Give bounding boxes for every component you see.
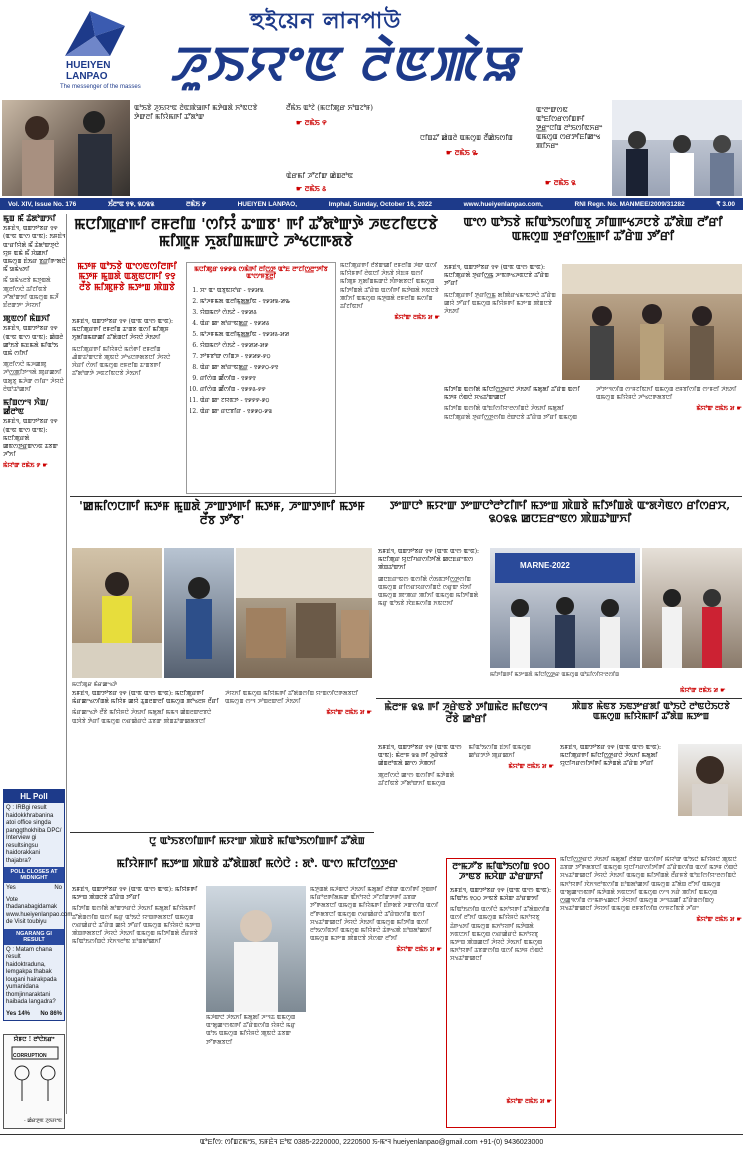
brief-1-body: ꯏꯝꯐꯥꯜ, ꯑꯛꯇꯣꯕꯔ ꯱꯵ (ꯑꯦꯟ ꯑꯦꯁ ꯑꯦꯟ): ꯏꯝꯐꯥꯜ ꯑꯦꯔꯤꯌꯥꯗꯥ ꯃꯩ ꯊꯥꯗꯣꯛꯇꯨꯅꯥ ꯌꯨꯝ ꯑꯃꯥ ꯃꯩ ꯆꯥꯀꯈꯤ ꯑꯃꯁꯨꯡ ꯐꯥꯏꯔ ꯕ꯭ꯔꯤꯒꯦꯗꯅꯥ ꯃꯩ ꯎꯃꯥꯠꯈꯤ [3, 225, 66, 274]
story-4-body [378, 548, 488, 696]
story-3-caption: ꯃꯅꯤꯄꯨꯔ ꯃꯥꯔꯀꯦꯠꯇꯥ [72, 682, 118, 688]
story-7-headline-box [72, 836, 442, 856]
story-6-body-lower [560, 856, 742, 1128]
story-4-body-filler: ꯀꯅꯐꯔꯦꯟꯁ ꯑꯁꯤꯗꯥ ꯁꯥꯏꯟꯇꯤꯁ꯭ꯇꯁꯤꯡ ꯑꯃꯁꯨꯡ ꯔꯤꯁꯔꯆꯔꯁꯤꯡꯅꯥ ꯁꯔꯨꯛ ꯌꯥꯈꯤ ꯑꯃꯁꯨꯡ ꯄꯦꯄꯔ ꯄꯤꯈꯤ ꯑꯃꯁꯨꯡ ꯃꯤꯇꯤꯡꯗꯥ ꯃꯔꯨ ꯑꯣꯏꯕꯥ ꯋꯥꯐꯃꯁꯤꯡ ꯈꯟꯅꯈꯤ [378, 575, 479, 608]
story-4-headline-box [378, 500, 742, 546]
logo-tagline: The messenger of the masses [60, 84, 141, 90]
divider-3 [70, 832, 374, 833]
story-6-photo [678, 744, 742, 816]
story-8-headline[interactable]: ꯂꯦꯃꯍꯧꯕ ꯃꯤꯑꯣꯏꯁꯤꯡ ꯱꯰꯰ ꯍꯦꯟꯕ ꯃꯆꯥꯛ ꯊꯣꯔꯛꯈꯤ [452, 862, 550, 883]
story-8-more[interactable]: ꯃꯥꯌꯣꯛ ꯂꯃꯥꯏ ꯷ ☛ [506, 1097, 552, 1105]
teaser-3-title: ꯑꯥꯔꯃꯤ ꯍꯧꯖꯤꯛ ꯀꯥꯡꯂꯣꯟ [286, 172, 354, 180]
story-6-body-text: ꯏꯝꯐꯥꯜ, ꯑꯛꯇꯣꯕꯔ ꯱꯵ (ꯑꯦꯟ ꯑꯦꯁ ꯑꯦꯟ): ꯃꯅꯤꯄꯨꯔꯒꯤ ꯃꯤꯅꯤꯁ꯭ꯇꯔꯅꯥ ꯍꯥꯏꯈꯤ ꯃꯗꯨꯗꯤ ꯌꯨꯅꯤꯚꯔꯁꯤꯇꯤꯒꯤ ꯃꯇꯥꯡꯗꯥ ꯊꯧꯔꯥꯡ ꯇꯧꯔꯤ [560, 744, 662, 768]
story-4-photo-banner: MARNE-2022 [520, 561, 570, 570]
story-2-headline-box [444, 216, 742, 260]
poll-no[interactable]: No [54, 885, 62, 891]
dignitaries-photo-icon [642, 548, 742, 668]
poll-result-title: NGARANG GI RESULT [4, 929, 64, 945]
story-3-photo-2 [164, 548, 234, 678]
story-1-list-item: 7. ꯇꯣꯝꯕꯣꯛ ꯁꯤꯡꯍ - ꯱꯹꯷꯹-꯸꯰ [200, 351, 332, 362]
info-bar [0, 198, 743, 210]
story-6-body [560, 744, 676, 854]
story-4-more[interactable]: ꯃꯥꯌꯣꯛ ꯂꯃꯥꯏ ꯷ ☛ [680, 687, 726, 694]
story-1-col3-text: ꯃꯅꯤꯄꯨꯔꯒꯤ ꯂꯩꯕꯥꯛꯀꯤ ꯂꯝꯂꯤꯡ ꯍꯥꯛ ꯑꯁꯤ ꯃꯤꯌꯥꯝꯒꯤ ꯂꯥꯟꯅꯤ ꯍꯥꯏꯕꯥ ꯋꯥꯐꯝ ꯑꯁꯤ ꯃꯤꯄꯨꯝ ꯈꯨꯗꯤꯡꯃꯛꯅꯥ ꯈꯪꯒꯗꯕꯅꯤ ꯑꯃꯁꯨꯡ ꯃꯤꯇꯤꯡꯗꯥ ꯊꯧꯔꯥꯡ ꯑꯁꯤꯒꯤ ꯃꯇꯥꯡꯗꯥ ꯈꯟꯅꯕꯥ ꯄꯤꯈꯤ ꯑꯃꯁꯨꯡ ꯃꯇꯨꯡꯗꯥ ꯂꯝꯂꯤꯡ ꯃꯁꯤꯡ ꯊꯤꯖꯤꯟꯈꯤ [340, 262, 439, 311]
poll-yes-result: Yes 14% [6, 1010, 31, 1017]
logo-line1: HUEIYEN [66, 60, 111, 71]
story-6-more[interactable]: ꯃꯥꯌꯣꯛ ꯂꯃꯥꯏ ꯷ ☛ [696, 916, 742, 924]
top-right-page[interactable]: ☛ ꯂꯃꯥꯏ ꯲ [545, 178, 576, 187]
story-1-list-item: 3. ꯌꯥꯡꯃꯁꯣ ꯁꯥꯏꯖꯥ - ꯱꯹꯷꯴ [200, 307, 332, 318]
brief-2-body-filler: ꯄꯨꯂꯤꯁꯅꯥ ꯃꯍꯀꯄꯨ ꯍꯣꯁ꯭ꯄꯤꯇꯦꯜꯗꯥ ꯄꯨꯔꯀꯈꯤ ꯑꯗꯨꯕꯨ ꯃꯍꯥꯛ ꯁꯤꯔꯦ ꯍꯥꯌꯅꯥ ꯂꯥꯑꯣꯊꯣꯀꯈꯤ [3, 361, 64, 393]
story-7-body-right [310, 886, 442, 1130]
story-4-headline[interactable]: ꯇꯦꯛꯅꯣ ꯃꯌꯦꯛ ꯇꯦꯛꯅꯣꯂꯣꯖꯤꯒꯤ ꯃꯇꯦꯡ ꯄꯥꯡꯕꯥ ꯃꯤꯇꯤꯡꯗꯥ ꯑꯦꯗꯚꯥꯟꯁ ꯔꯤꯁꯔꯆ, ꯲꯰꯲꯲ ꯀꯅꯐꯔꯦꯟꯁ ꯄꯥꯡꯊꯣꯛꯈꯤ [389, 499, 731, 525]
story-2-body-filler: ꯃꯅꯤꯄꯨꯔꯒꯤ ꯇꯨꯔꯤꯁ꯭ꯃ ꯗꯤꯄꯥꯔꯠꯃꯦꯟꯇꯅꯥ ꯊꯧꯔꯥꯡ ꯀꯌꯥ ꯇꯧꯔꯤ ꯑꯃꯁꯨꯡ ꯃꯤꯌꯥꯝꯒꯤ ꯃꯇꯦꯡ ꯄꯥꯡꯅꯕꯥ ꯍꯥꯏꯈꯤ [444, 291, 556, 316]
story-3-body-text: ꯏꯝꯐꯥꯜ, ꯑꯛꯇꯣꯕꯔ ꯱꯵ (ꯑꯦꯟ ꯑꯦꯁ ꯑꯦꯟ): ꯃꯅꯤꯄꯨꯔꯒꯤ ꯃꯥꯔꯀꯦꯠꯁꯤꯡꯗꯥ ꯃꯤꯌꯥꯝ ꯀꯌꯥ ꯊꯨꯡꯂꯛꯂꯤ ꯑꯃꯁꯨꯡ ꯄꯣꯠꯂꯝ ꯂꯩꯔꯤ [72, 690, 219, 706]
top-left-teaser: ꯑꯣꯏꯕꯥ ꯍꯨꯏꯌꯦꯟ ꯂꯥꯟꯄꯥꯎꯒꯤ ꯃꯇꯥꯡꯗꯥ ꯈꯣꯟꯅꯕꯥ ꯇꯥꯛꯂꯤ ꯃꯤꯌꯥꯃꯒꯤ ꯊꯧꯗꯣꯛ [134, 104, 258, 121]
story-2-headline[interactable]: ꯑꯦꯁ ꯑꯣꯏꯕꯥ ꯃꯤꯑꯣꯏꯁꯤꯡꯕꯨ ꯍꯤꯡꯒꯠꯍꯅꯕꯥ ꯊꯧꯗꯥꯡ ꯂꯧꯔꯤ ꯑꯃꯁꯨꯡ ꯇꯨꯔꯤꯁ꯭ꯃꯒꯤ ꯊꯧꯔꯥꯡ ꯇꯧꯔꯤ [463, 215, 723, 243]
ceremony-photo-icon [612, 100, 742, 196]
story-1-list-item: 8. ꯑꯥꯔ ꯀꯦ ꯗꯣꯔꯦꯟꯗ꯭ꯔ - ꯱꯹꯸꯰-꯸꯱ [200, 362, 332, 373]
title-meetei: ꯍꯨꯏꯌꯦꯟ ꯂꯥꯟꯄꯥꯎ [170, 36, 519, 92]
story-1-body-text: ꯏꯝꯐꯥꯜ, ꯑꯛꯇꯣꯕꯔ ꯱꯵ (ꯑꯦꯟ ꯑꯦꯁ ꯑꯦꯟ): ꯃꯅꯤꯄꯨꯔꯒꯤ ꯂꯝꯂꯤꯡ ꯊꯦꯡꯕ ꯑꯁꯤ ꯃꯤꯄꯨꯝ ꯈꯨꯗꯤꯡꯃꯛꯀꯤ ꯊꯧꯗꯥꯡꯅꯤ ꯍꯥꯌꯅꯥ ꯍꯥꯏꯈꯤ [72, 318, 174, 342]
story-7-headline2-box [72, 858, 442, 882]
story-1-subhead: ꯃꯇꯝ ꯑꯣꯏꯕꯥ ꯑꯦꯁꯟꯁꯤꯂꯒꯤ ꯃꯇꯝ ꯃꯨꯡꯗꯥ ꯑꯗꯨꯟꯅꯒꯤ ꯱꯱ ꯂꯩꯕꯥ ꯃꯤꯄꯨꯝꯕꯥ ꯃꯇꯦꯡ ꯄꯥꯡꯕꯥ [77, 262, 177, 293]
top-right-photo [612, 100, 742, 196]
story-1-list-item: 5. ꯃꯣꯍꯝꯃꯗ ꯑꯂꯤꯃꯨꯗ꯭ꯗꯤꯟ - ꯱꯹꯷꯴-꯷꯷ [200, 329, 332, 340]
story-1-body-filler: ꯃꯅꯤꯄꯨꯔꯒꯤ ꯃꯤꯌꯥꯝꯅꯥ ꯃꯁꯥꯒꯤ ꯂꯝꯂꯤꯡ ꯉꯥꯛꯊꯣꯛꯅꯕꯥ ꯄꯨꯟꯅꯥ ꯍꯣꯠꯅꯒꯗꯕꯅꯤ ꯍꯥꯌꯅꯥ ꯋꯥꯔꯤ ꯁꯥꯈꯤ ꯑꯃꯁꯨꯡ ꯂꯝꯂꯤꯡ ꯊꯦꯡꯕꯒꯤ ꯊꯧꯗꯣꯛꯇꯥ ꯍꯟꯖꯤꯟꯅꯕꯥ ꯍꯥꯏꯈꯤ [72, 345, 171, 378]
story-5-headline-box [378, 702, 554, 742]
story-2-photo [562, 264, 742, 380]
teaser-1-title: ꯂꯩꯃꯥꯏ ꯑꯣꯖꯥ (ꯃꯅꯤꯄꯨꯔ ꯈꯣꯡꯖꯣꯝ) [286, 104, 373, 112]
cartoon-sign: CORRUPTION [13, 1053, 47, 1059]
story-3-photo-1 [72, 548, 162, 678]
story-8-body [450, 887, 552, 1097]
people-photo-icon [2, 100, 130, 196]
poll-options [4, 883, 64, 895]
story-7-headline[interactable]: ꯅꯨ ꯑꯣꯏꯕꯁꯤꯡꯒꯤ ꯃꯌꯦꯛ ꯄꯥꯡꯕꯥ ꯃꯤꯑꯣꯏꯁꯤꯡꯒꯤ ꯊꯧꯗꯥꯡ [149, 836, 365, 847]
brief-2-title: ꯄꯨꯟꯁꯤ ꯃꯥꯡꯈꯤ [3, 313, 50, 324]
top-right-teaser: ꯑꯦꯂꯦꯛꯁꯟ ꯑꯣꯐꯤꯁꯔꯁꯤꯡꯒꯤ ꯇ꯭ꯔꯦꯅꯤꯡ ꯂꯣꯏꯁꯤꯟꯈꯔꯦ ꯑꯃꯁꯨꯡ ꯁꯔꯇꯤꯐꯤꯀꯦꯠ ꯄꯤꯈꯔꯦ [536, 106, 603, 150]
teaser-2-title: ꯅꯤꯡꯊꯧ ꯀꯥꯡꯂꯥ ꯑꯃꯁꯨꯡ ꯂꯩꯀꯥꯏꯁꯤꯡ [420, 134, 513, 142]
logo-line2: LANPAO [66, 71, 108, 82]
story-1-col3 [340, 262, 440, 494]
vendor-photo-icon [164, 548, 234, 678]
stalls-photo-icon [236, 548, 372, 678]
story-7-body-filler: ꯃꯤꯇꯤꯡ ꯑꯁꯤꯗꯥ ꯗꯣꯛꯇꯔꯅꯥ ꯍꯥꯏꯈꯤ ꯃꯗꯨꯗꯤ ꯃꯤꯌꯥꯃꯒꯤ ꯊꯧꯗꯥꯡꯁꯤꯡ ꯑꯁꯤ ꯃꯔꯨ ꯑꯣꯏꯅꯥ ꯌꯦꯡꯒꯗꯕꯅꯤ ꯑꯃꯁꯨꯡ ꯁꯔꯀꯥꯔꯅꯥ ꯊꯧꯔꯥꯡ ꯀꯌꯥ ꯇꯧꯔꯤ ꯑꯃꯁꯨꯡ ꯃꯤꯌꯥꯝꯅꯥ ꯃꯇꯦꯡ ꯄꯥꯡꯒꯗꯕꯅꯤ ꯍꯥꯌꯅꯥ ꯍꯥꯏꯈꯤ ꯑꯃꯁꯨꯡ ꯃꯤꯇꯤꯡꯗꯥ ꯂꯩꯔꯝꯕꯥ ꯃꯤꯑꯣꯏꯁꯤꯡꯅꯥ ꯋꯥꯈꯜꯂꯣꯟ ꯐꯣꯡꯗꯣꯀꯈꯤ [72, 905, 201, 946]
hl-poll [3, 789, 73, 1021]
story-6-headline[interactable]: ꯄꯥꯡꯕ ꯃꯥꯟꯕ ꯏꯟꯇꯦꯔꯗꯤ ꯑꯣꯏꯅꯥ ꯂꯣꯟꯅꯥꯏꯅꯕꯥ ꯑꯃꯁꯨꯡ ꯃꯤꯌꯥꯃꯒꯤ ꯊꯧꯗꯥꯡ ꯃꯇꯦꯡ [572, 702, 730, 723]
story-7-mid-filler: ꯃꯍꯥꯛꯅꯥ ꯍꯥꯏꯈꯤ ꯃꯗꯨꯗꯤ ꯍꯦꯜꯊ ꯑꯃꯁꯨꯡ ꯑꯦꯗꯨꯀꯦꯁꯟꯒꯤ ꯊꯧꯔꯥꯡꯁꯤꯡ ꯌꯥꯝꯅꯥ ꯃꯔꯨ ꯑꯣꯏ ꯑꯃꯁꯨꯡ ꯃꯤꯌꯥꯝꯅꯥ ꯄꯨꯟꯅꯥ ꯊꯕꯛ ꯇꯧꯒꯗꯕꯅꯤ [206, 1014, 296, 1046]
poll-question: Q : IRBgi result haidokkhrabanina atoi office singda panggthokhiba DPC/ Interview gi resultsingsu haidorakkani thajabra? [6, 805, 62, 864]
poll-title: HL Poll [4, 790, 64, 803]
story-4-body-text: ꯏꯝꯐꯥꯜ, ꯑꯛꯇꯣꯕꯔ ꯱꯵ (ꯑꯦꯟ ꯑꯦꯁ ꯑꯦꯟ): ꯃꯅꯤꯄꯨꯔ ꯌꯨꯅꯤꯚꯔꯁꯤꯇꯤꯗꯥ ꯀꯅꯐꯔꯦꯟꯁ ꯄꯥꯡꯊꯣꯛꯈꯤ [378, 548, 480, 572]
story-1-list-title: ꯃꯅꯤꯄꯨꯔ ꯱꯹꯹꯲ ꯁꯃꯥꯒꯤ ꯂꯤꯁ꯭ꯇ ꯑꯣꯐ ꯂꯦꯖꯤꯁ꯭ꯂꯦꯇꯤꯕ ꯑꯦꯁꯦꯝꯕ꯭ꯂꯤ [194, 265, 328, 281]
poll-closes: POLL CLOSES AT MIDNIGHT [4, 867, 64, 883]
meeting-photo-icon [562, 264, 742, 380]
cartoon-box [3, 1034, 65, 1129]
brief-1-body-filler: ꯃꯩ ꯎꯃꯥꯠꯂꯕꯥ ꯃꯇꯨꯡꯗꯥ ꯄꯨꯂꯤꯁꯅꯥ ꯊꯤꯖꯤꯟꯕꯥ ꯍꯧꯗꯣꯛꯈꯤ ꯑꯃꯁꯨꯡ ꯃꯍꯩ ꯐꯪꯂꯛꯇꯦ ꯍꯥꯌꯈꯤ [3, 277, 59, 310]
story-6-lower-filler: ꯃꯤꯅꯤꯁ꯭ꯇꯔꯅꯥ ꯍꯥꯏꯈꯤ ꯃꯗꯨꯗꯤ ꯂꯩꯕꯥꯛ ꯑꯁꯤꯒꯤ ꯃꯥꯌꯣꯛ ꯑꯣꯏꯅꯥ ꯃꯤꯌꯥꯝꯅꯥ ꯄꯨꯟꯅꯥ ꯊꯕꯛ ꯇꯧꯒꯗꯕꯅꯤ ꯑꯃꯁꯨꯡ ꯌꯨꯅꯤꯚꯔꯁꯤꯇꯤꯒꯤ ꯊꯧꯔꯥꯡꯁꯤꯡ ꯑꯁꯤ ꯃꯇꯝ ꯁꯥꯡꯅꯥ ꯆꯠꯊꯣꯛꯀꯅꯤ ꯍꯥꯌꯅꯥ ꯍꯥꯏꯈꯤ ꯑꯃꯁꯨꯡ ꯃꯤꯇꯤꯡꯗꯥ ꯂꯩꯔꯝꯕꯥ ꯑꯣꯐꯤꯁꯤꯌꯦꯂꯁꯤꯡꯅꯥ ꯃꯈꯣꯌꯒꯤ ꯋꯥꯈꯜꯂꯣꯟꯁꯤꯡ ꯐꯣꯡꯗꯣꯀꯈꯤ ꯑꯃꯁꯨꯡ ꯊꯧꯗꯥꯡ ꯂꯧꯈꯤ ꯑꯃꯁꯨꯡ ꯑꯦꯗꯨꯀꯦꯁꯟꯒꯤ ꯃꯇꯥꯡꯗꯥ ꯈꯟꯅꯈꯤ ꯑꯃꯁꯨꯡ ꯁꯦꯜ ꯈꯔꯥ ꯄꯤꯈꯤ ꯑꯃꯁꯨꯡ ꯁ꯭ꯀꯨꯜꯁꯤꯡ ꯁꯦꯃꯒꯠꯀꯅꯤ ꯍꯥꯌꯈꯤ ꯑꯃꯁꯨꯡ ꯍꯦꯜꯊꯀꯤ ꯊꯧꯔꯥꯡꯁꯤꯡꯁꯨ ꯆꯠꯊꯣꯛꯀꯅꯤ ꯍꯥꯌꯈꯤ ꯑꯃꯁꯨꯡ ꯂꯝꯕꯤꯁꯤꯡ ꯁꯦꯝꯖꯤꯟꯕꯥ ꯍꯧꯔꯦ [560, 856, 738, 913]
story-7-right-filler: ꯃꯇꯨꯡꯗꯥ ꯃꯍꯥꯛꯅꯥ ꯍꯥꯏꯈꯤ ꯃꯗꯨꯗꯤ ꯂꯩꯕꯥꯛ ꯑꯁꯤꯒꯤ ꯇꯨꯡꯒꯤ ꯃꯤꯔꯣꯂꯒꯤꯗꯃꯛ ꯑꯩꯈꯣꯌꯅꯥ ꯍꯧꯖꯤꯛꯇꯒꯤ ꯊꯕꯛ ꯇꯧꯒꯗꯕꯅꯤ ꯑꯃꯁꯨꯡ ꯃꯤꯌꯥꯃꯒꯤ ꯐꯪꯒꯗꯕꯥ ꯍꯛꯁꯤꯡ ꯑꯁꯤ ꯂꯧꯒꯗꯕꯅꯤ ꯑꯃꯁꯨꯡ ꯁꯔꯀꯥꯔꯅꯥ ꯊꯧꯔꯥꯡꯁꯤꯡ ꯑꯁꯤ ꯆꯠꯊꯣꯛꯀꯅꯤ ꯍꯥꯌꯅꯥ ꯍꯥꯏꯈꯤ ꯑꯃꯁꯨꯡ ꯃꯤꯇꯤꯡ ꯑꯁꯤ ꯂꯣꯏꯁꯤꯟꯈꯤ ꯑꯃꯁꯨꯡ ꯃꯤꯌꯥꯝꯅꯥ ꯊꯥꯒꯠꯄꯥ ꯐꯣꯡꯗꯣꯀꯈꯤ ꯑꯃꯁꯨꯡ ꯃꯇꯦꯡ ꯄꯥꯡꯅꯕꯥ ꯋꯥꯁꯛ ꯂꯧꯈꯤ [310, 886, 439, 943]
story-5-body [378, 744, 554, 836]
story-3-body [72, 690, 372, 828]
brief-3-body: ꯏꯝꯐꯥꯜ, ꯑꯛꯇꯣꯕꯔ ꯱꯵ (ꯑꯦꯟ ꯑꯦꯁ ꯑꯦꯟ): ꯃꯅꯤꯄꯨꯔꯗꯥ ꯀꯟꯁꯇ꯭ꯔꯛꯁꯟ ꯊꯕꯛ ꯍꯧꯈꯤ [3, 418, 58, 459]
city-date: Imphal, Sunday, October 16, 2022 [328, 200, 432, 208]
market-photo-icon [72, 548, 162, 678]
story-3-headline-box [72, 500, 372, 544]
top-left-photo [2, 100, 130, 196]
poll-vote-text[interactable]: Vote thadanabagidamak www.hueiyenlanpao.com de Visit toubiyu [6, 896, 73, 925]
cartoon-label: ꯌꯥꯝꯅ ! ꯂꯣꯅꯥꯏꯔꯦ [13, 1036, 55, 1043]
story-3-more[interactable]: ꯃꯥꯌꯣꯛ ꯂꯃꯥꯏ ꯷ ☛ [326, 709, 372, 717]
portrait-photo-icon [678, 744, 742, 816]
poll-no-result: No 86% [40, 1010, 62, 1017]
story-1-list-item: 11. ꯑꯥꯔ ꯀꯦ ꯖꯌꯟꯇ - ꯱꯹꯸꯸-꯹꯰ [200, 395, 332, 406]
story-4-photo-2 [642, 548, 742, 668]
masthead [0, 0, 743, 98]
story-2-body-lower [444, 386, 742, 492]
story-7-headline2[interactable]: ꯃꯤꯌꯥꯝꯒꯤ ꯃꯇꯦꯡ ꯄꯥꯡꯕꯥ ꯊꯧꯗꯥꯡꯗꯤ ꯃꯁꯥꯅꯥ : ꯗꯣ. ꯑꯦꯁ ꯃꯤꯅꯤꯁ꯭ꯇꯔ [116, 857, 398, 870]
story-1-list-item: 1. ꯆꯦ ꯑꯦ ꯑꯕꯨꯟꯆꯣꯔ - ꯱꯹꯷꯲ [200, 285, 332, 296]
story-7-more[interactable]: ꯃꯥꯌꯣꯛ ꯂꯃꯥꯏ ꯷ ☛ [396, 946, 442, 954]
divider-1 [70, 496, 742, 497]
page-count: ꯂꯃꯥꯏ ꯸ [186, 200, 206, 208]
story-1-list-item: 12. ꯑꯥꯔ ꯀꯦ ꯔꯅꯕꯤꯔ - ꯱꯹꯹꯰-꯹꯲ [200, 406, 332, 417]
story-4-photo-1 [490, 548, 640, 668]
rni-number: RNI Regn. No. MANMEE/2009/31282 [574, 200, 685, 208]
poll-result-question: Q : Matam chana result haidoktraduna, lemgakpa thabak lougani hairakpada yumanidana thomjinnaraktani haibada langadra? [6, 946, 57, 1005]
title-bengali: হুইয়েন লানপাউ [250, 9, 402, 34]
website[interactable]: www.hueiyenlanpao.com, [463, 200, 543, 208]
story-1-list-item: 9. ꯔꯤꯁꯥꯡ ꯀꯩꯁꯤꯡ - ꯱꯹꯸꯱ [200, 373, 332, 384]
story-2-body2: ꯃꯤꯇꯤꯡ ꯑꯁꯤꯗꯥ ꯃꯤꯅꯤꯁ꯭ꯇꯔꯅꯥ ꯍꯥꯏꯈꯤ ꯃꯗꯨꯗꯤ ꯊꯧꯔꯥꯡ ꯑꯁꯤ ꯃꯇꯝ ꯁꯥꯡꯅꯥ ꯆꯠꯊꯣꯛꯀꯅꯤ [444, 386, 580, 402]
story-3-headline[interactable]: 'ꯀꯃꯤꯁꯅꯒꯤ ꯃꯇꯝ ꯃꯨꯡꯗꯥ ꯍꯦꯛꯇꯒꯤ ꯃꯇꯝ, ꯍꯦꯛꯇꯒꯤ ꯃꯇꯝ ꯂꯩꯕ ꯇꯧꯕ' [79, 499, 365, 527]
story-1-list-box [186, 262, 336, 494]
logo-text [66, 60, 110, 82]
teaser-1-page[interactable]: ☛ ꯂꯃꯥꯏ ꯵ [296, 118, 327, 127]
story-1-list-item: 6. ꯌꯥꯡꯃꯁꯣ ꯁꯥꯏꯖꯥ - ꯱꯹꯷꯷-꯷꯹ [200, 340, 332, 351]
paper-name: HUEIYEN LANPAO, [237, 200, 298, 208]
left-more-link[interactable]: ꯃꯥꯌꯣꯛ ꯂꯃꯥꯏ ꯸ ☛ [3, 462, 48, 470]
story-8-body-filler: ꯃꯤꯑꯣꯏꯁꯤꯡ ꯑꯁꯤꯅꯥ ꯃꯈꯣꯌꯒꯤ ꯊꯧꯗꯥꯡꯁꯤꯡ ꯑꯁꯤ ꯂꯧꯈꯤ ꯑꯃꯁꯨꯡ ꯃꯤꯌꯥꯝꯅꯥ ꯃꯈꯣꯌꯕꯨ ꯊꯥꯒꯠꯈꯤ ꯑꯃꯁꯨꯡ ꯃꯈꯣꯌꯒꯤ ꯃꯇꯥꯡꯗꯥ ꯈꯟꯅꯈꯤ ꯑꯃꯁꯨꯡ ꯁꯔꯀꯥꯔꯅꯥ ꯃꯈꯣꯌꯕꯨ ꯃꯇꯦꯡ ꯄꯥꯡꯀꯅꯤ ꯍꯥꯌꯅꯥ ꯍꯥꯏꯈꯤ ꯑꯃꯁꯨꯡ ꯃꯈꯣꯌꯒꯤ ꯊꯕꯛꯁꯤꯡ ꯑꯁꯤ ꯃꯇꯝ ꯁꯥꯡꯅꯥ ꯆꯠꯊꯣꯛꯀꯅꯤ [450, 906, 550, 963]
story-7-body-mid [206, 1014, 306, 1130]
poll-yes[interactable]: Yes [6, 885, 16, 891]
story-6-headline-box [560, 702, 742, 742]
brief-3-title: ꯃꯤꯡꯁꯦꯜ ꯈꯥꯡ/ꯀꯪꯂꯣꯟ [3, 397, 49, 417]
cartoon-credit: - ꯀꯥꯔꯇꯨꯟ ꯍꯨꯏꯌꯦꯟ [24, 1118, 62, 1124]
story-1-more[interactable]: ꯃꯥꯌꯣꯛ ꯂꯃꯥꯏ ꯷ ☛ [394, 314, 440, 322]
story-5-headline[interactable]: ꯃꯥꯂꯦꯝ ꯲꯲ ꯒꯤ ꯍꯨꯔꯥꯟꯕꯥ ꯇꯤꯡꯃꯥꯂ ꯃꯤꯟꯁꯦꯜ ꯂꯩꯕꯥ ꯀꯣꯔꯤ [384, 702, 548, 725]
speaker-photo-icon [206, 886, 306, 1012]
story-1-list-item: 10. ꯔꯤꯁꯥꯡ ꯀꯩꯁꯤꯡ - ꯱꯹꯸꯴-꯸꯸ [200, 384, 332, 395]
story-7-body-text: ꯏꯝꯐꯥꯜ, ꯑꯛꯇꯣꯕꯔ ꯱꯵ (ꯑꯦꯟ ꯑꯦꯁ ꯑꯦꯟ): ꯃꯤꯌꯥꯝꯒꯤ ꯃꯇꯦꯡ ꯄꯥꯡꯅꯕꯥ ꯊꯧꯔꯥꯡ ꯇꯧꯔꯤ [72, 886, 198, 902]
story-7-body [72, 886, 202, 1130]
story-4-caption: ꯃꯤꯇꯤꯡꯒꯤ ꯃꯇꯦꯡꯗꯥ ꯃꯤꯅꯤꯁ꯭ꯇꯔ ꯑꯃꯁꯨꯡ ꯑꯣꯐꯤꯁꯤꯌꯦꯂꯁꯤꯡ [490, 672, 619, 678]
story-1-list-item: 4. ꯑꯥꯔ ꯀꯦ ꯗꯣꯔꯦꯟꯗ꯭ꯔ - ꯱꯹꯷꯴ [200, 318, 332, 329]
left-sidebar [3, 214, 73, 1124]
teaser-3-page[interactable]: ☛ ꯂꯃꯥꯏ ꯴ [296, 184, 327, 193]
story-1-headline-box [72, 216, 440, 256]
story-1-list [190, 285, 332, 417]
local-date: ꯏꯪꯂꯦꯟ ꯱꯶, ꯲꯰꯲꯲ [107, 200, 155, 208]
story-8-body-text: ꯏꯝꯐꯥꯜ, ꯑꯛꯇꯣꯕꯔ ꯱꯵ (ꯑꯦꯟ ꯑꯦꯁ ꯑꯦꯟ): ꯃꯤꯑꯣꯏ ꯱꯰꯰ ꯍꯦꯟꯕꯥ ꯃꯆꯥꯛ ꯊꯣꯔꯛꯈꯤ [450, 886, 552, 902]
teaser-2-page[interactable]: ☛ ꯂꯃꯥꯏ ꯳ [446, 148, 479, 157]
story-5-body-filler: ꯄꯨꯂꯤꯁꯅꯥ ꯀꯦꯁ ꯑꯁꯤꯒꯤ ꯃꯇꯥꯡꯗꯥ ꯊꯤꯖꯤꯟꯕꯥ ꯍꯧꯗꯣꯛꯈꯤ ꯑꯃꯁꯨꯡ ꯃꯤꯑꯣꯏꯁꯤꯡ ꯐꯥꯈꯤ ꯑꯃꯁꯨꯡ ꯀꯣꯔꯇꯇꯥ ꯄꯨꯔꯀꯈꯤ [378, 744, 531, 787]
story-2-body [444, 264, 559, 384]
story-5-body-text: ꯏꯝꯐꯥꯜ, ꯑꯛꯇꯣꯕꯔ ꯱꯵ (ꯑꯦꯟ ꯑꯦꯁ ꯑꯦꯟ): ꯃꯥꯂꯦꯝ ꯲꯲ ꯒꯤ ꯍꯨꯔꯥꯟꯕꯥ ꯀꯥꯡꯂꯣꯟꯗꯥ ꯀꯦꯁ ꯍꯥꯄꯈꯤ [378, 744, 462, 768]
story-3-photo-3 [236, 548, 372, 678]
top-strip [0, 98, 743, 200]
divider-2 [376, 698, 742, 699]
story-2-lower-filler: ꯃꯤꯇꯤꯡ ꯑꯁꯤꯗꯥ ꯑꯣꯐꯤꯁꯤꯌꯦꯂꯁꯤꯡꯅꯥ ꯍꯥꯏꯈꯤ ꯃꯗꯨꯗꯤ ꯃꯅꯤꯄꯨꯔꯗꯥ ꯇꯨꯔꯤꯁ꯭ꯇꯁꯤꯡ ꯂꯥꯛꯅꯕꯥ ꯊꯧꯔꯥꯡ ꯇꯧꯔꯤ ꯑꯃꯁꯨꯡ ꯍꯣꯇꯦꯜꯁꯤꯡ ꯁꯦꯝꯖꯤꯟꯈꯤ ꯑꯃꯁꯨꯡ ꯂꯝꯕꯤꯁꯤꯡ ꯁꯦꯝꯂꯤ ꯍꯥꯏꯈꯤ ꯑꯃꯁꯨꯡ ꯃꯤꯌꯥꯝꯅꯥ ꯍꯣꯠꯅꯒꯗꯕꯅꯤ [444, 386, 737, 421]
story-2-more[interactable]: ꯃꯥꯌꯣꯛ ꯂꯃꯥꯏ ꯷ ☛ [696, 405, 742, 413]
poll-results [4, 1009, 64, 1021]
brief-2-body: ꯏꯝꯐꯥꯜ, ꯑꯛꯇꯣꯕꯔ ꯱꯵ (ꯑꯦꯟ ꯑꯦꯁ ꯑꯦꯟ): ꯀꯥꯡꯂꯥ ꯀꯣꯏꯕꯥ ꯃꯐꯃꯗꯥ ꯃꯤꯑꯣꯏ ꯑꯃꯥ ꯁꯤꯈꯤ [3, 325, 64, 358]
story-1-headline[interactable]: ꯃꯅꯤꯄꯨꯔꯒꯤ ꯂꯝꯂꯤꯡ 'ꯁꯤꯌꯪ ꯊꯦꯡꯕ' ꯒꯤ ꯊꯧꯗꯣꯛꯇꯥ ꯍꯟꯖꯤꯟꯅꯕꯥ ꯃꯤꯄꯨꯝ ꯈꯨꯗꯤꯡꯃꯛꯅꯥ ꯍꯣꯠꯅꯒꯗꯕꯥ [74, 215, 438, 251]
story-1-body [72, 318, 182, 494]
volume-issue: Vol. XIV, Issue No. 176 [8, 200, 77, 208]
story-7-photo [206, 886, 306, 1012]
story-8-box [446, 858, 556, 1128]
story-1-list-item: 2. ꯃꯣꯍꯝꯃꯗ ꯑꯂꯤꯃꯨꯗ꯭ꯗꯤꯟ - ꯱꯹꯷꯲-꯷꯳ [200, 296, 332, 307]
story-2-body1: ꯏꯝꯐꯥꯜ, ꯑꯛꯇꯣꯕꯔ ꯱꯵ (ꯑꯦꯟ ꯑꯦꯁ ꯑꯦꯟ): ꯃꯅꯤꯄꯨꯔꯗꯥ ꯇꯨꯔꯤꯁ꯭ꯃ ꯍꯦꯟꯒꯠꯍꯟꯅꯕꯥ ꯊꯧꯔꯥꯡ ꯇꯧꯔꯤ [444, 264, 549, 288]
story-5-more[interactable]: ꯃꯥꯌꯣꯛ ꯂꯃꯥꯏ ꯷ ☛ [508, 763, 554, 771]
price: ₹ 3.00 [716, 201, 735, 208]
footer-contact: ꯑꯣꯐꯤꯁ: ꯁꯤꯡꯖꯃꯦꯏ, ꯏꯝꯐꯥꯜ ꯐꯣꯟ 0385-2220000, 2220500 ꯏ-ꯃꯦꯜ hueiyenlanpao@gmail.com +91-(0) 9436023000 [0, 1134, 743, 1150]
brief-1-title: ꯃꯨꯡ ꯃꯩ ꯊꯥꯗꯣꯛꯈꯤ [3, 214, 56, 223]
story-3-body-filler: ꯃꯥꯔꯀꯦꯠꯇꯥ ꯂꯩꯕꯥ ꯃꯤꯌꯥꯝꯅꯥ ꯍꯥꯏꯈꯤ ꯃꯗꯨꯗꯤ ꯃꯃꯜ ꯀꯥꯡꯂꯛꯂꯕꯅꯥ ꯑꯋꯥꯕꯥ ꯇꯥꯔꯤ ꯑꯃꯁꯨꯡ ꯁꯔꯀꯥꯔꯅꯥ ꯊꯕꯛ ꯄꯥꯡꯊꯣꯛꯀꯗꯕꯅꯤ ꯍꯥꯌꯈꯤ ꯑꯃꯁꯨꯡ ꯃꯤꯌꯥꯃꯒꯤ ꯊꯧꯗꯥꯡꯁꯤꯡ ꯌꯦꯡꯁꯤꯅꯒꯗꯕꯅꯤ ꯑꯃꯁꯨꯡ ꯁꯦꯜ ꯍꯣꯡꯂꯛꯂꯤ ꯍꯥꯏꯈꯤ [72, 690, 359, 725]
